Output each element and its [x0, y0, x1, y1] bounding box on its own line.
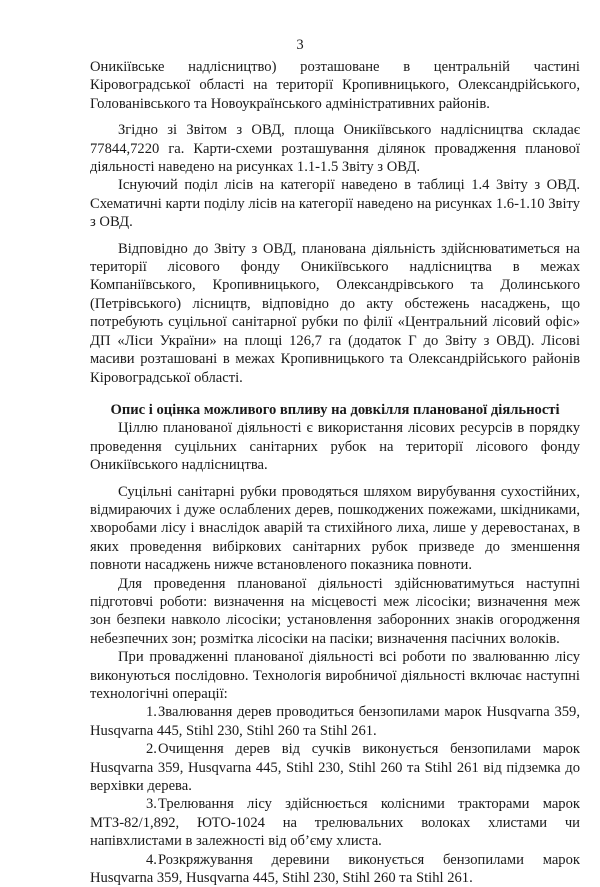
operation-text: Трелювання лісу здійснюється колісними тракторами марок МТЗ-82/1,892, ЮТО-1024 на трелювальних волоках хлистами чи напівхлистами в залежності від об’єму хлиста. — [90, 796, 580, 850]
operation-item — [90, 851, 580, 887]
operation-number: 1. — [146, 704, 157, 721]
operation-item — [90, 740, 580, 795]
operation-number: 3. — [146, 796, 157, 813]
operation-text: Звалювання дерев проводиться бензопилами марок Husqvarna 359, Husqvarna 445, Stihl 230, Stihl 260 та Stihl 261. — [90, 704, 580, 739]
page-number: 3 — [296, 37, 304, 53]
operation-item — [90, 795, 580, 850]
operation-text: Очищення дерев від сучків виконується бензопилами марок Husqvarna 359, Husqvarna 445, Stihl 230, Stihl 260 та Stihl 261 від підземка до верхівки дерева. — [90, 741, 580, 795]
paragraph-technology: При провадженні планованої діяльності всі роботи по звалюванню лісу виконуються послідовно. Технологія виробничої діяльності включає наступні технологічні операції: — [90, 649, 580, 702]
paragraph-preparatory-works: Для проведення планованої діяльності здійснюватимуться наступні підготовчі роботи: визначення на місцевості меж лісосіки; визначення меж зон безпеки навколо лісосіки; установлення заборонних знаків огородження небезпечних зон; розмітка лісосіки на пасіки; визначення пасічних волоків. — [90, 575, 580, 647]
paragraph-goal: Ціллю планованої діяльності є використання лісових ресурсів в порядку проведення суцільних санітарних рубок на території лісового фонду Оникіївського надлісництва. — [90, 420, 580, 474]
paragraph-sanitary-felling: Суцільні санітарні рубки проводяться шляхом вирубування сухостійних, відмираючих і дуже ослаблених дерев, пошкоджених пожежами, шкідниками, хворобами лісу і внаслідок аварій та стихійного лиха, лише у деревостанах, в яких проведення вибіркових санітарних рубок призведе до зменшення повноти насаджень нижче встановленого показника повноти. — [90, 483, 580, 574]
operation-number: 2. — [146, 741, 157, 758]
paragraph-territory: Відповідно до Звіту з ОВД, планована діяльність здійснюватиметься на території лісового фонду Оникіївського надлісництва в межах Компаніївського, Кропивницького, Олександрівського та Долинського (Петрівського) лісництв, відповідно до акту обстежень насаджень, що потребують суцільної санітарної рубки по філії «Центральний лісовий офіс» ДП «Ліси України» на площі 126,7 га (додаток Г до Звіту з ОВД). Лісові масиви розташовані в межах Кропивницького та Олександрійського районів Кіровоградської області. — [90, 240, 580, 386]
operation-number: 4. — [146, 851, 157, 868]
document-body — [90, 58, 580, 887]
operation-item — [90, 703, 580, 740]
paragraph-area: Згідно зі Звітом з ОВД, площа Оникіївського надлісництва складає 77844,7220 га. Карти-схеми розташування ділянок провадження планової діяльності наведено на рисунках 1.1-1.5 Звіту з ОВД. — [90, 122, 580, 176]
operation-text: Розкряжування деревини виконується бензопилами марок Husqvarna 359, Husqvarna 445, Stihl 230, Stihl 260 та Stihl 261. — [90, 851, 580, 887]
section-heading: Опис і оцінка можливого впливу на довкілля планованої діяльності — [110, 401, 560, 418]
paragraph-categories: Існуючий поділ лісів на категорії наведено в таблиці 1.4 Звіту з ОВД. Схематичні карти поділу лісів на категорії наведено на рисунках 1.6-1.10 Звіту з ОВД. — [90, 177, 580, 231]
paragraph-continuation: Оникіївське надлісництво) розташоване в центральній частині Кіровоградської області на території Кропивницького, Олександрійського, Голованівського та Новоукраїнського адміністративних районів. — [90, 59, 580, 112]
